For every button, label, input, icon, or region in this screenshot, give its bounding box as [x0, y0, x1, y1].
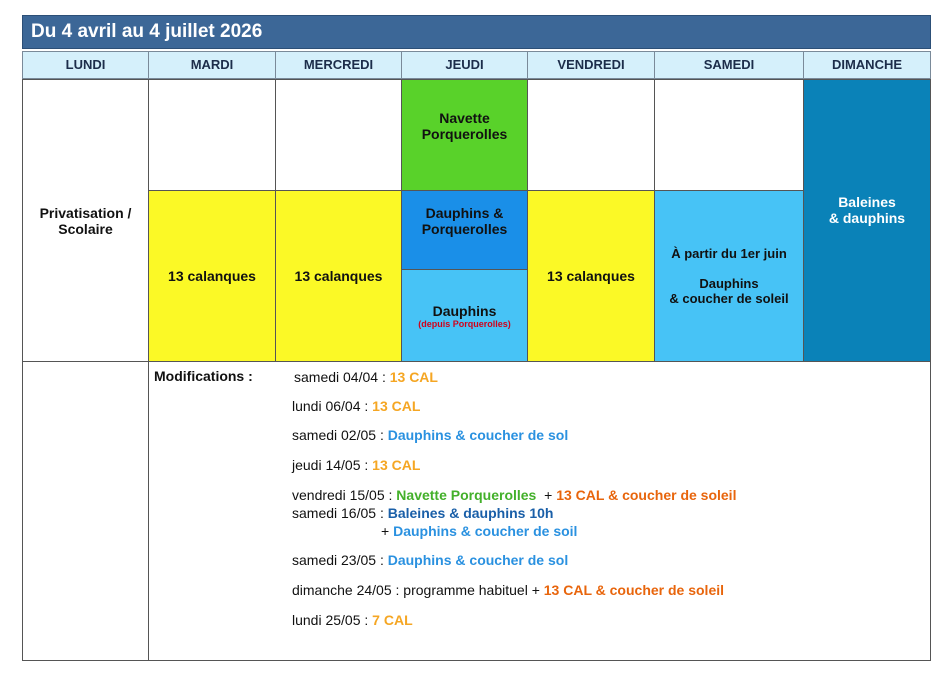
day-header-monday: LUNDI [22, 51, 149, 79]
modification-line [294, 369, 438, 385]
modification-line [292, 582, 724, 598]
thursday-top-label: Navette Porquerolles [421, 110, 508, 142]
monday-label: Privatisation / Scolaire [39, 204, 132, 237]
day-header-thursday: JEUDI [401, 51, 528, 79]
modification-date: lundi 06/04 : [292, 398, 373, 414]
day-header-tuesday: MARDI [148, 51, 276, 79]
wednesday-activity [275, 190, 402, 362]
day-header-sunday: DIMANCHE [803, 51, 931, 79]
modification-activity: 13 CAL [389, 369, 438, 385]
wednesday-empty [275, 79, 402, 191]
thursday-middle [401, 190, 528, 270]
modification-line [381, 523, 577, 539]
day-header-friday: VENDREDI [527, 51, 655, 79]
saturday-label: À partir du 1er juin Dauphins & coucher de soleil [669, 246, 789, 306]
modification-line [292, 427, 568, 443]
modification-activity: Baleines & dauphins 10h [387, 505, 554, 521]
modification-date: jeudi 14/05 : [292, 457, 373, 473]
modification-date: samedi 16/05 : [292, 505, 388, 521]
thursday-bottom-note: (depuis Porquerolles) [418, 318, 511, 329]
tuesday-label: 13 calanques [168, 268, 256, 284]
modification-date: vendredi 15/05 : [292, 487, 397, 503]
modification-date: samedi 04/04 : [294, 369, 390, 385]
schedule-title: Du 4 avril au 4 juillet 2026 [22, 15, 931, 49]
day-header-saturday: SAMEDI [654, 51, 804, 79]
modification-activity: + [536, 487, 557, 503]
modification-activity: Dauphins & coucher de soil [393, 523, 578, 539]
saturday-activity [654, 190, 804, 362]
modification-line [292, 612, 413, 628]
monday-cell [22, 79, 149, 362]
modification-line [292, 552, 568, 568]
modifications-label: Modifications : [154, 368, 253, 384]
modification-date: samedi 02/05 : [292, 427, 388, 443]
thursday-top [401, 79, 528, 191]
sunday-label: Baleines & dauphins [828, 194, 906, 226]
tuesday-empty [148, 79, 276, 191]
modification-line [292, 457, 420, 473]
modification-activity: + [381, 523, 394, 539]
tuesday-activity [148, 190, 276, 362]
wednesday-label: 13 calanques [294, 268, 383, 284]
modification-date: lundi 25/05 : [292, 612, 373, 628]
modification-activity: 13 CAL & coucher de soleil [543, 582, 725, 598]
saturday-empty [654, 79, 804, 191]
modification-date: samedi 23/05 : [292, 552, 388, 568]
friday-empty [527, 79, 655, 191]
friday-activity [527, 190, 655, 362]
modification-line [292, 505, 553, 521]
friday-label: 13 calanques [547, 268, 635, 284]
modification-activity: 13 CAL [372, 398, 421, 414]
modification-line [292, 487, 736, 503]
modification-activity: Navette Porquerolles [396, 487, 537, 503]
modification-line [292, 398, 420, 414]
modification-activity: 7 CAL [372, 612, 413, 628]
modification-activity: Dauphins & coucher de sol [387, 552, 569, 568]
thursday-bottom [401, 269, 528, 362]
modification-activity: Dauphins & coucher de sol [387, 427, 569, 443]
modification-activity: 13 CAL & coucher de soleil [556, 487, 737, 503]
modifications-left-cell [22, 361, 149, 661]
day-header-wednesday: MERCREDI [275, 51, 402, 79]
thursday-bottom-label: Dauphins [432, 302, 497, 319]
thursday-middle-label: Dauphins & Porquerolles [421, 205, 508, 237]
modification-activity: 13 CAL [372, 457, 421, 473]
sunday-activity [803, 79, 931, 362]
modification-date: dimanche 24/05 : programme habituel + [292, 582, 544, 598]
